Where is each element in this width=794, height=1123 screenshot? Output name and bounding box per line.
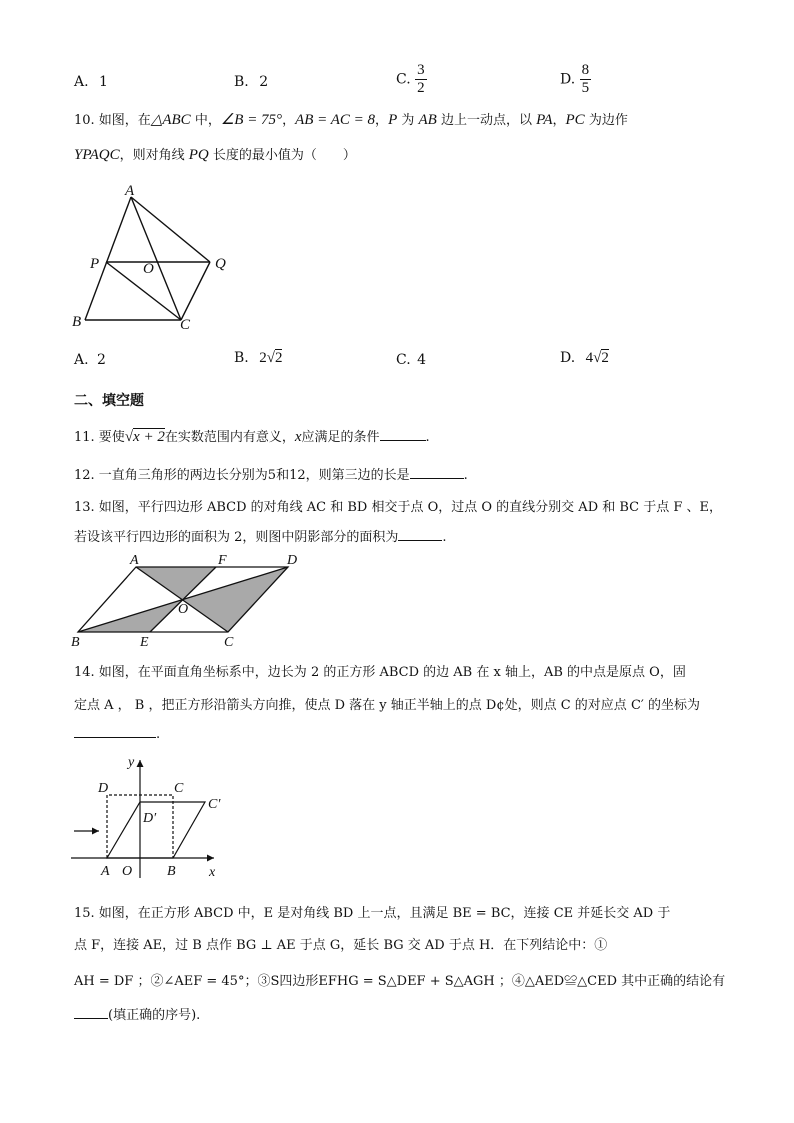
- label-b: B: [72, 314, 82, 330]
- label-a: A: [130, 553, 139, 568]
- option-label: A.: [74, 74, 89, 90]
- q14-line3: .: [74, 725, 160, 742]
- label-b: B: [167, 864, 176, 879]
- label-y: y: [128, 755, 135, 770]
- q15-line3: AH = DF ；②∠AEF = 45°；③S四边形EFHG = S△DEF + S△AGH ；④△AED≌△CED 其中正确的结论有: [74, 974, 726, 989]
- label-d: D: [287, 553, 298, 568]
- q9-option-c: [396, 62, 427, 97]
- q9-option-b: [234, 74, 268, 90]
- label-q: Q: [215, 256, 226, 272]
- q15-line2: 点 F，连接 AE，过 B 点作 BG ⊥ AE 于点 G，延长 BG 交 AD 于点 H．在下列结论中：①: [74, 938, 608, 953]
- label-a: A: [125, 183, 135, 199]
- label-c: C: [224, 635, 234, 650]
- q10-option-c: C. 4: [396, 352, 427, 368]
- q14-figure: [66, 748, 236, 883]
- q13-line2: 若设该平行四边形的面积为 2，则图中阴影部分的面积为 .: [74, 530, 447, 545]
- q10-line1: 10. 如图，在△ABC 中，∠B = 75°，AB = AC = 8，P 为 AB 边上一动点，以 PA，PC 为边作: [74, 112, 628, 128]
- q13-figure: [68, 550, 308, 650]
- q15-line1: 15. 如图，在正方形 ABCD 中，E 是对角线 BD 上一点，且满足 BE = BC，连接 CE 并延长交 AD 于: [74, 906, 671, 921]
- label-c: C: [174, 781, 184, 796]
- q10-line2: ΥPAQC，则对角线 PQ 长度的最小值为（ ）: [74, 147, 356, 163]
- option-label: D.: [560, 71, 576, 88]
- label-o: O: [122, 864, 133, 879]
- label-p: P: [90, 256, 100, 272]
- q14-line2: 定点 A ， B ，把正方形沿箭头方向推，使点 D 落在 y 轴正半轴上的点 D¢处，则点 C 的对应点 C′ 的坐标为: [74, 698, 700, 713]
- fraction: $\frac{3}{2}$: [417, 62, 425, 96]
- option-label: C.: [396, 71, 411, 88]
- option-label: B.: [234, 74, 249, 90]
- q15-line4: (填正确的序号).: [74, 1004, 200, 1023]
- q9-option-a: [74, 74, 108, 90]
- answer-blank[interactable]: [380, 428, 426, 441]
- label-o: O: [143, 261, 154, 277]
- fraction: $\frac{8}{5}$: [581, 62, 590, 96]
- answer-blank[interactable]: [74, 1006, 108, 1019]
- segment-qc: [181, 262, 210, 320]
- answer-blank[interactable]: [74, 725, 156, 738]
- answer-blank[interactable]: [398, 528, 442, 541]
- label-x: x: [209, 865, 216, 880]
- q11: 11. 要使√x + 2在实数范围内有意义，x应满足的条件 .: [74, 429, 430, 445]
- section-heading: 二、填空题: [74, 393, 144, 409]
- label-d: D: [98, 781, 109, 796]
- q14-line1: 14. 如图，在平面直角坐标系中，边长为 2 的正方形 ABCD 的边 AB 在 x 轴上，AB 的中点是原点 O，固: [74, 665, 686, 680]
- label-o: O: [178, 602, 189, 617]
- label-c: C: [180, 317, 191, 333]
- option-value: 2: [259, 74, 269, 90]
- label-d-prime: D′: [143, 811, 157, 826]
- label-c-prime: C′: [208, 797, 221, 812]
- q13-line1: 13. 如图，平行四边形 ABCD 的对角线 AC 和 BD 相交于点 O，过点 O 的直线分别交 AD 和 BC 于点 F 、E，: [74, 500, 723, 515]
- option-value: 1: [99, 74, 108, 90]
- q12: 12. 一直角三角形的两边长分别为5和12，则第三边的长是 .: [74, 468, 468, 483]
- segment-aq: [131, 197, 210, 262]
- answer-blank[interactable]: [410, 466, 464, 479]
- q10-option-a: A. 2: [74, 352, 106, 368]
- label-f: F: [218, 553, 227, 568]
- q10-option-b: B. 2√2: [234, 350, 283, 366]
- q10-option-d: D. 4√2: [560, 350, 609, 366]
- q9-option-d: [560, 62, 591, 97]
- label-e: E: [140, 635, 149, 650]
- q10-figure: [70, 180, 240, 335]
- label-b: B: [71, 635, 80, 650]
- label-a: A: [101, 864, 110, 879]
